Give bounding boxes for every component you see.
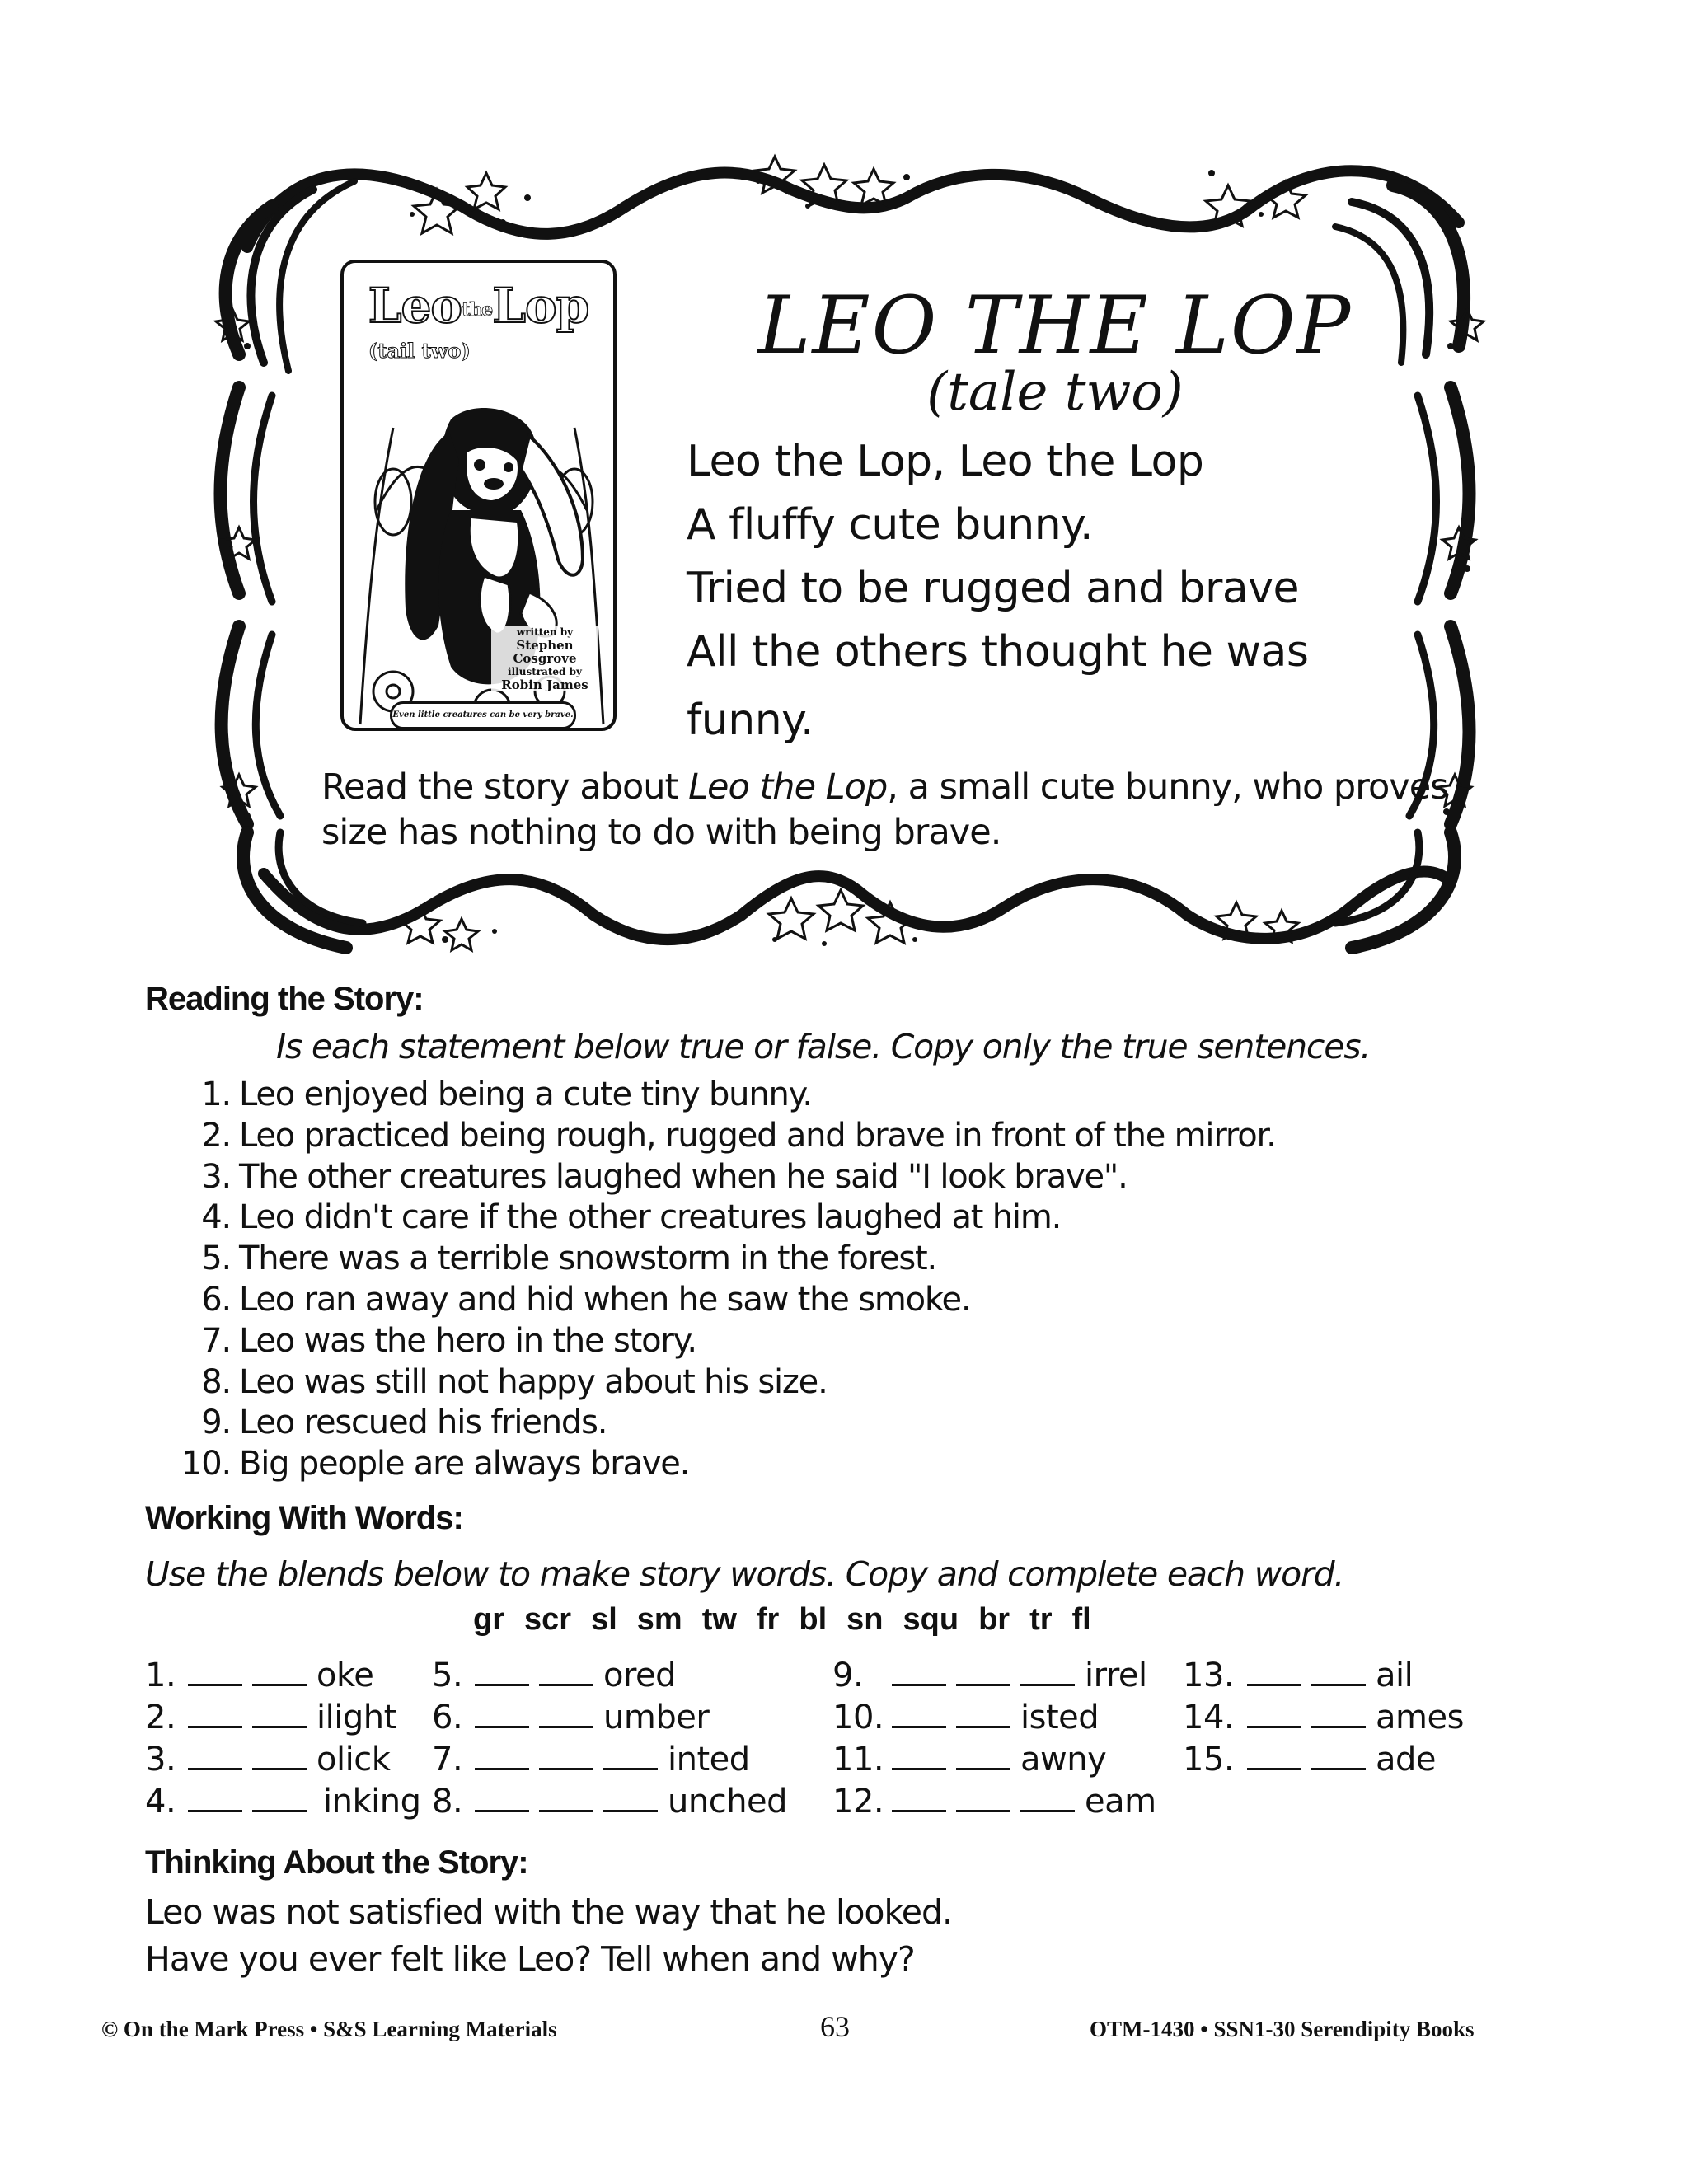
blend: tr	[1029, 1602, 1053, 1637]
cover-caption: Even little creatures can be very brave.	[390, 701, 576, 729]
blank-input[interactable]	[892, 1659, 946, 1686]
blend: tw	[701, 1602, 737, 1637]
blank-input[interactable]	[1311, 1701, 1366, 1728]
page-title: LEO THE LOP	[757, 279, 1353, 372]
word-column-2	[432, 1655, 787, 1823]
word-item: 7. inted	[432, 1741, 750, 1779]
blank-input[interactable]	[1020, 1659, 1075, 1686]
blank-input[interactable]	[188, 1785, 242, 1812]
word-column-4	[1183, 1655, 1464, 1781]
word-item: 2. ilight	[145, 1699, 396, 1736]
word-item: 10. isted	[832, 1699, 1100, 1736]
blend: gr	[473, 1602, 504, 1637]
blank-input[interactable]	[956, 1701, 1010, 1728]
cover-subtitle: (tail two)	[368, 339, 471, 363]
blank-input[interactable]	[956, 1743, 1010, 1770]
poem-line: All the others thought he was	[687, 627, 1309, 677]
poem-line: Leo the Lop, Leo the Lop	[687, 437, 1204, 486]
words-instruction: Use the blends below to make story words. Copy and complete each word.	[145, 1554, 1344, 1594]
blank-input[interactable]	[956, 1659, 1010, 1686]
blank-input[interactable]	[188, 1701, 242, 1728]
word-item: 11. awny	[832, 1741, 1107, 1779]
blend: fr	[756, 1602, 780, 1637]
blank-input[interactable]	[188, 1659, 242, 1686]
blend: sn	[846, 1602, 884, 1637]
word-item: 9. irrel	[832, 1657, 1147, 1694]
word-item: 6. umber	[432, 1699, 710, 1736]
list-item: 6. Leo ran away and hid when he saw the smoke.	[201, 1280, 971, 1319]
word-item: 1. oke	[145, 1657, 374, 1694]
blank-input[interactable]	[603, 1785, 658, 1812]
blank-input[interactable]	[252, 1785, 307, 1812]
blank-input[interactable]	[252, 1743, 307, 1770]
blank-input[interactable]	[1247, 1659, 1301, 1686]
list-item: 7. Leo was the hero in the story.	[201, 1321, 696, 1360]
word-item: 14. ames	[1183, 1699, 1464, 1736]
blank-input[interactable]	[475, 1785, 529, 1812]
page-number: 63	[820, 2010, 850, 2043]
cover-author: Stephen Cosgrove	[513, 638, 577, 666]
blank-input[interactable]	[475, 1743, 529, 1770]
word-item: 4. inking	[145, 1783, 421, 1821]
list-item: 1. Leo enjoyed being a cute tiny bunny.	[201, 1076, 812, 1113]
book-cover-illustration	[340, 260, 617, 731]
list-item: 4. Leo didn't care if the other creatures laughed at him.	[201, 1198, 1062, 1237]
blank-input[interactable]	[892, 1701, 946, 1728]
poem-line: A fluffy cute bunny.	[687, 500, 1094, 550]
page-subtitle: (tale two)	[926, 362, 1184, 423]
list-item: 2. Leo practiced being rough, rugged and brave in front of the mirror.	[201, 1116, 1276, 1155]
thinking-line: Have you ever felt like Leo? Tell when and why?	[145, 1939, 915, 1979]
blank-input[interactable]	[892, 1785, 946, 1812]
footer-copyright: © On the Mark Press • S&S Learning Materials	[101, 2017, 557, 2041]
blank-input[interactable]	[892, 1743, 946, 1770]
word-item: 13. ail	[1183, 1657, 1414, 1694]
word-item: 5. ored	[432, 1657, 677, 1694]
blank-input[interactable]	[475, 1701, 529, 1728]
cover-illustrator: Robin James	[501, 677, 588, 692]
blank-input[interactable]	[1311, 1659, 1366, 1686]
footer-product-code: OTM-1430 • SSN1-30 Serendipity Books	[1090, 2017, 1475, 2041]
list-item: 8. Leo was still not happy about his size.	[201, 1362, 828, 1401]
thinking-line: Leo was not satisfied with the way that he looked.	[145, 1892, 953, 1932]
list-item: 3. The other creatures laughed when he said "I look brave".	[201, 1157, 1128, 1196]
reading-instruction: Is each statement below true or false. Copy only the true sentences.	[276, 1027, 1371, 1066]
blank-input[interactable]	[956, 1785, 1010, 1812]
cover-title: LeotheLop	[368, 278, 589, 334]
blank-input[interactable]	[1247, 1743, 1301, 1770]
blank-input[interactable]	[539, 1701, 593, 1728]
blank-input[interactable]	[539, 1785, 593, 1812]
word-item: 15. ade	[1183, 1741, 1437, 1779]
list-item: 10. Big people are always brave.	[181, 1445, 690, 1483]
word-item: 3. olick	[145, 1741, 391, 1779]
cover-credits: written by Stephen Cosgrove illustrated by Robin James	[491, 626, 598, 691]
blank-input[interactable]	[603, 1743, 658, 1770]
true-false-list	[165, 1075, 1276, 1485]
poem	[687, 430, 1308, 752]
story-title-italic: Leo the Lop	[688, 766, 888, 808]
blend: br	[978, 1602, 1010, 1637]
blend: squ	[903, 1602, 959, 1637]
blend: bl	[799, 1602, 828, 1637]
blend: sl	[591, 1602, 617, 1637]
word-column-1	[145, 1655, 420, 1823]
blank-input[interactable]	[1311, 1743, 1366, 1770]
poem-line: Tried to be rugged and brave	[687, 564, 1299, 613]
word-item: 8. unched	[432, 1783, 788, 1821]
word-column-3	[832, 1655, 1156, 1823]
poem-line: funny.	[687, 696, 814, 745]
words-heading: Working With Words:	[145, 1500, 463, 1536]
blank-input[interactable]	[539, 1743, 593, 1770]
list-item: 9. Leo rescued his friends.	[201, 1404, 607, 1442]
blank-input[interactable]	[475, 1659, 529, 1686]
list-item: 5. There was a terrible snowstorm in the forest.	[201, 1240, 937, 1278]
blend: fl	[1071, 1602, 1091, 1637]
blank-input[interactable]	[252, 1701, 307, 1728]
story-intro: Read the story about Leo the Lop, a small cute bunny, who proves size has nothing to do with being brave.	[321, 766, 1448, 853]
thinking-heading: Thinking About the Story:	[145, 1844, 528, 1881]
blank-input[interactable]	[539, 1659, 593, 1686]
blank-input[interactable]	[1020, 1785, 1075, 1812]
blank-input[interactable]	[1247, 1701, 1301, 1728]
blend: scr	[524, 1602, 572, 1637]
blends-list	[473, 1602, 1111, 1638]
reading-heading: Reading the Story:	[145, 981, 424, 1017]
thinking-prompt	[145, 1889, 952, 1983]
word-item: 12. eam	[832, 1783, 1156, 1821]
blend: sm	[636, 1602, 682, 1637]
blank-input[interactable]	[252, 1659, 307, 1686]
blank-input[interactable]	[188, 1743, 242, 1770]
